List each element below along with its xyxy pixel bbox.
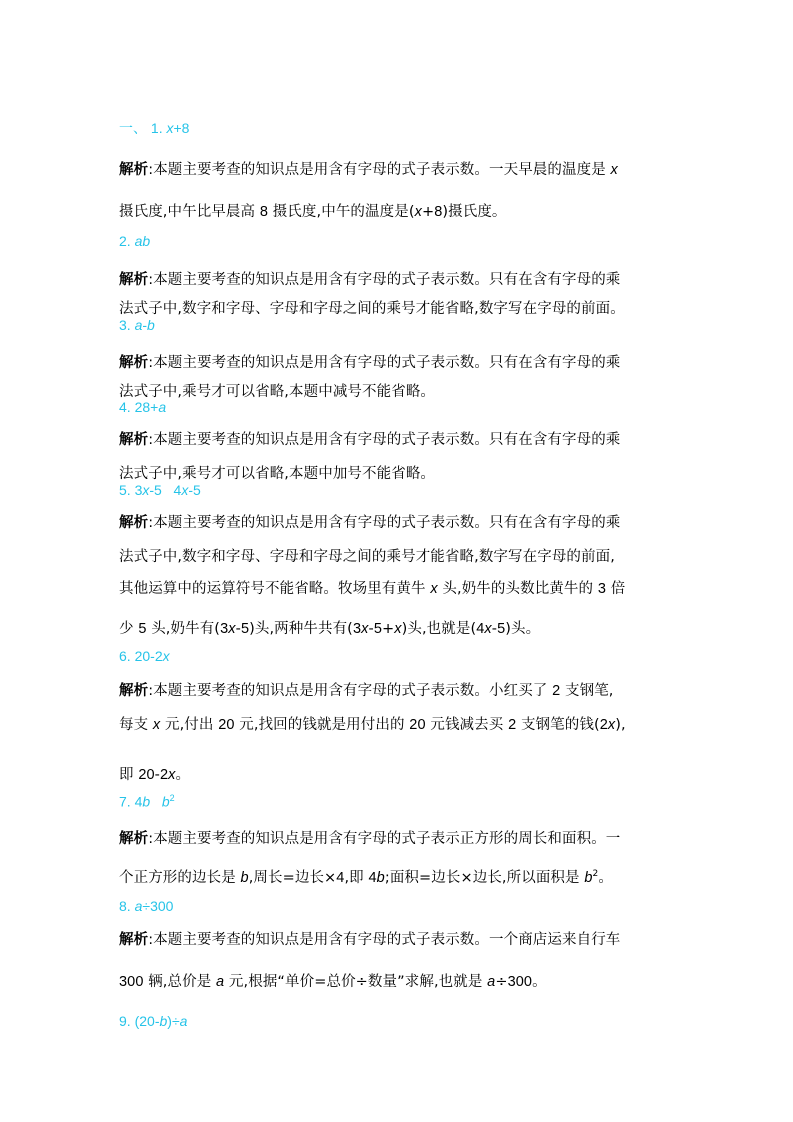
- explanation-line: 解析:本题主要考查的知识点是用含有字母的式子表示数。小红买了 2 支钢笔,: [119, 683, 614, 699]
- explanation-line: 其他运算中的运算符号不能省略。牧场里有黄牛 x 头,奶牛的头数比黄牛的 3 倍: [119, 581, 626, 597]
- explanation-line: 解析:本题主要考查的知识点是用含有字母的式子表示数。只有在含有字母的乘: [119, 355, 621, 371]
- explanation-label: 解析: [119, 272, 149, 288]
- explanation-label: 解析: [119, 831, 149, 847]
- explanation-line: 每支 x 元,付出 20 元,找回的钱就是用付出的 20 元钱减去买 2 支钢笔的钱(2x),: [119, 717, 626, 733]
- explanation-label: 解析: [119, 932, 149, 948]
- answer-6: 6. 20-2x: [119, 648, 170, 664]
- explanation-line: 300 辆,总价是 a 元,根据“单价=总价÷数量”求解,也就是 a÷300。: [119, 974, 547, 990]
- explanation-line: 即 20-2x。: [119, 767, 191, 783]
- explanation-line: 解析:本题主要考查的知识点是用含有字母的式子表示数。只有在含有字母的乘: [119, 432, 621, 448]
- explanation-line: 个正方形的边长是 b,周长=边长×4,即 4b;面积=边长×边长,所以面积是 $b^2$。: [119, 869, 613, 886]
- explanation-line: 解析:本题主要考查的知识点是用含有字母的式子表示数。只有在含有字母的乘: [119, 272, 621, 288]
- explanation-line: 法式子中,乘号才可以省略,本题中减号不能省略。: [119, 384, 436, 400]
- explanation-label: 解析: [119, 515, 149, 531]
- answer-7: 7. 4b $b^2$: [119, 793, 175, 810]
- answer-5: 5. 3x-5 4x-5: [119, 482, 201, 498]
- explanation-line: 少 5 头,奶牛有(3x-5)头,两种牛共有(3x-5+x)头,也就是(4x-5)头。: [119, 621, 541, 637]
- explanation-line: 摄氏度,中午比早晨高 8 摄氏度,中午的温度是(x+8)摄氏度。: [119, 204, 507, 220]
- explanation-line: 解析:本题主要考查的知识点是用含有字母的式子表示数。一天早晨的温度是 x: [119, 162, 618, 178]
- answer-2: 2. ab: [119, 233, 151, 249]
- explanation-line: 解析:本题主要考查的知识点是用含有字母的式子表示正方形的周长和面积。一: [119, 831, 621, 847]
- explanation-label: 解析: [119, 355, 149, 371]
- explanation-line: 法式子中,数字和字母、字母和字母之间的乘号才能省略,数字写在字母的前面,: [119, 549, 615, 565]
- explanation-line: 解析:本题主要考查的知识点是用含有字母的式子表示数。只有在含有字母的乘: [119, 515, 621, 531]
- answer-9: 9. (20-b)÷a: [119, 1013, 188, 1029]
- answer-1: 一、 1. x+8: [119, 120, 190, 136]
- explanation-label: 解析: [119, 683, 149, 699]
- answer-3: 3. a-b: [119, 317, 155, 333]
- explanation-line: 解析:本题主要考查的知识点是用含有字母的式子表示数。一个商店运来自行车: [119, 932, 621, 948]
- answer-8: 8. a÷300: [119, 898, 174, 914]
- explanation-label: 解析: [119, 162, 149, 178]
- answer-4: 4. 28+a: [119, 399, 167, 415]
- explanation-label: 解析: [119, 432, 149, 448]
- explanation-line: 法式子中,数字和字母、字母和字母之间的乘号才能省略,数字写在字母的前面。: [119, 301, 625, 317]
- explanation-line: 法式子中,乘号才可以省略,本题中加号不能省略。: [119, 466, 436, 482]
